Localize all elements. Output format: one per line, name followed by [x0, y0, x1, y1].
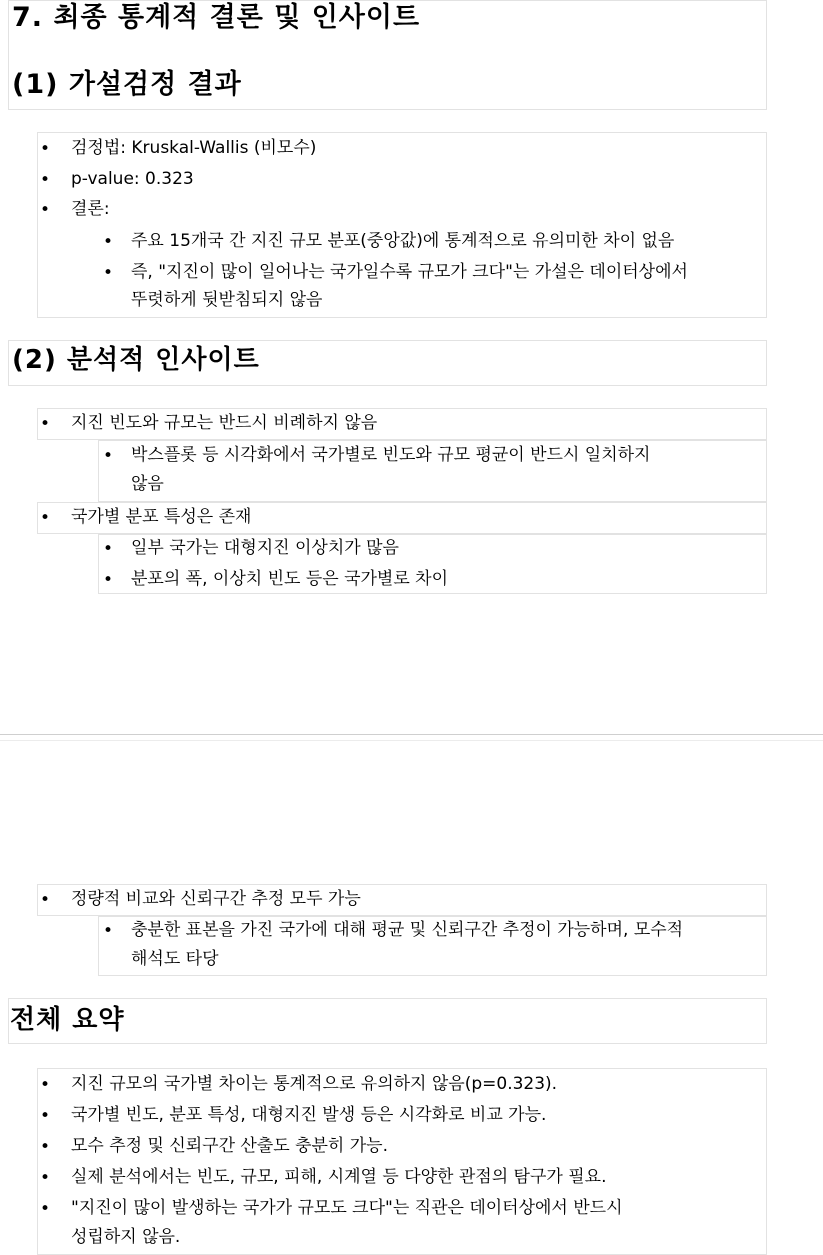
summary-item: "지진이 많이 발생하는 국가가 규모도 크다"는 직관은 데이터상에서 반드시	[71, 1198, 623, 1218]
list-item-conclusion: 결론:	[71, 199, 110, 219]
summary-item: 지진 규모의 국가별 차이는 통계적으로 유의하지 않음(p=0.323).	[71, 1074, 558, 1094]
bullet: •	[40, 200, 51, 220]
summary-item: 실제 분석에서는 빈도, 규모, 피해, 시계열 등 다양한 관점의 탐구가 필요.	[71, 1167, 607, 1187]
bullet: •	[103, 446, 114, 466]
bullet: •	[40, 1106, 51, 1126]
section-heading-insight: (2) 분석적 인사이트	[12, 345, 260, 375]
sub-item: 박스플롯 등 시각화에서 국가별로 빈도와 규모 평균이 반드시 일치하지	[131, 445, 651, 465]
list-item-pvalue: p-value: 0.323	[71, 169, 194, 189]
bullet: •	[103, 232, 114, 252]
bullet: •	[103, 570, 114, 590]
sub-item-cont: 해석도 타당	[131, 949, 219, 969]
sub-item: 즉, "지진이 많이 일어나는 국가일수록 규모가 크다"는 가설은 데이터상에서	[131, 262, 688, 282]
bullet: •	[40, 508, 51, 528]
insight-item: 지진 빈도와 규모는 반드시 비례하지 않음	[71, 413, 378, 433]
bullet: •	[103, 263, 114, 283]
sub-item: 주요 15개국 간 지진 규모 분포(중앙값)에 통계적으로 유의미한 차이 없음	[131, 231, 675, 251]
summary-item: 국가별 빈도, 분포 특성, 대형지진 발생 등은 시각화로 비교 가능.	[71, 1105, 547, 1125]
bullet: •	[40, 1075, 51, 1095]
bullet: •	[40, 890, 51, 910]
bullet: •	[40, 1199, 51, 1219]
summary-item: 모수 추정 및 신뢰구간 산출도 충분히 가능.	[71, 1136, 389, 1156]
page-separator	[0, 740, 823, 741]
list-item-method: 검정법: Kruskal-Wallis (비모수)	[71, 138, 317, 158]
page-title: 7. 최종 통계적 결론 및 인사이트	[12, 2, 421, 33]
summary-item-cont: 성립하지 않음.	[71, 1227, 181, 1247]
bullet: •	[40, 139, 51, 159]
sub-item-cont: 않음	[131, 474, 164, 494]
summary-heading: 전체 요약	[10, 1005, 125, 1035]
sub-item: 분포의 폭, 이상치 빈도 등은 국가별로 차이	[131, 569, 449, 589]
insight-item: 국가별 분포 특성은 존재	[71, 507, 252, 527]
sub-item: 충분한 표본을 가진 국가에 대해 평균 및 신뢰구간 추정이 가능하며, 모수적	[131, 920, 684, 940]
estimation-item: 정량적 비교와 신뢰구간 추정 모두 가능	[71, 889, 361, 909]
bullet: •	[40, 414, 51, 434]
section-heading-hypothesis: (1) 가설검정 결과	[12, 69, 242, 100]
bullet: •	[40, 1168, 51, 1188]
sub-item-cont: 뚜렷하게 뒷받침되지 않음	[131, 290, 323, 310]
sub-item: 일부 국가는 대형지진 이상치가 많음	[131, 538, 399, 558]
bullet: •	[40, 170, 51, 190]
bullet: •	[103, 539, 114, 559]
page-separator	[0, 734, 823, 735]
bullet: •	[40, 1137, 51, 1157]
bullet: •	[103, 921, 114, 941]
